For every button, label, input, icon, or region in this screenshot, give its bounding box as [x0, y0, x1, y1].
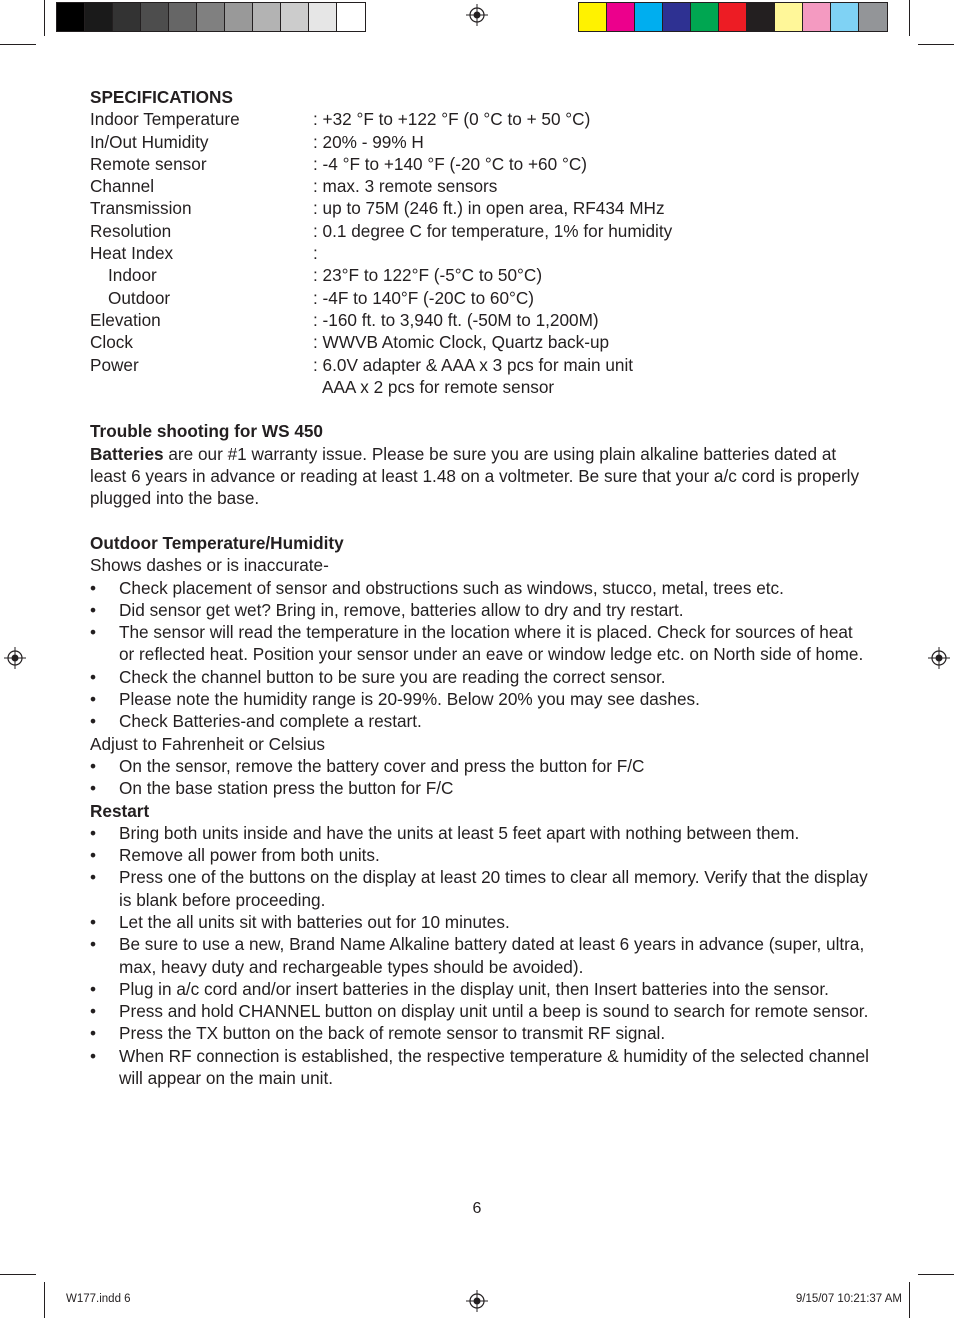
spec-row	[90, 108, 870, 130]
gray-swatch	[337, 3, 365, 31]
spec-row	[90, 287, 870, 309]
page-number: 6	[472, 1200, 482, 1217]
batteries-paragraph	[90, 443, 870, 510]
spec-label: Power	[90, 354, 139, 375]
color-swatch	[831, 3, 859, 31]
spec-value: : +32 °F to +122 °F (0 °C to + 50 °C)	[313, 109, 591, 130]
color-swatch	[719, 3, 747, 31]
color-swatch	[635, 3, 663, 31]
spec-row	[90, 197, 870, 219]
list-item: • Check the channel button to be sure you are reading the correct sensor.	[90, 666, 870, 688]
color-swatch	[607, 3, 635, 31]
gray-swatch	[57, 3, 85, 31]
crop-mark	[918, 44, 954, 45]
grayscale-color-bar	[56, 2, 366, 32]
gray-swatch	[253, 3, 281, 31]
color-swatch	[579, 3, 607, 31]
crop-mark	[44, 1282, 45, 1318]
spec-label: Resolution	[90, 220, 172, 241]
registration-mark-icon	[4, 647, 26, 669]
spec-label: Indoor	[108, 265, 157, 286]
specifications-heading: SPECIFICATIONS	[90, 87, 233, 107]
adjust-bullet-list	[90, 755, 870, 800]
spec-row	[90, 242, 870, 264]
registration-mark-icon	[466, 1290, 488, 1312]
list-item: • Press and hold CHANNEL button on display unit until a beep is sound to search for remote sensor.	[90, 1000, 870, 1022]
list-item: • Let the all units sit with batteries out for 10 minutes.	[90, 911, 870, 933]
troubleshooting-heading: Trouble shooting for WS 450	[90, 421, 323, 442]
process-color-bar	[578, 2, 888, 32]
spec-label: Outdoor	[108, 287, 171, 308]
gray-swatch	[197, 3, 225, 31]
spec-label: Indoor Temperature	[90, 109, 240, 130]
spec-row	[90, 331, 870, 353]
list-item: • Press the TX button on the back of remote sensor to transmit RF signal.	[90, 1022, 870, 1044]
restart-bullet-list	[90, 822, 870, 1090]
adjust-heading: Adjust to Fahrenheit or Celsius	[90, 733, 326, 754]
power-continuation: AAA x 2 pcs for remote sensor	[322, 376, 555, 397]
spec-row	[90, 131, 870, 153]
list-item: • On the sensor, remove the battery cover and press the button for F/C	[90, 755, 870, 777]
spec-row	[90, 153, 870, 175]
list-item: • Bring both units inside and have the units at least 5 feet apart with nothing between them.	[90, 822, 870, 844]
spec-label: Heat Index	[90, 243, 174, 264]
spec-label: Channel	[90, 176, 155, 197]
list-item: • Remove all power from both units.	[90, 844, 870, 866]
outdoor-bullet-list	[90, 577, 870, 733]
registration-mark-icon	[466, 4, 488, 26]
spec-value: : 6.0V adapter & AAA x 3 pcs for main unit	[313, 354, 634, 375]
spec-label: Elevation	[90, 309, 161, 330]
gray-swatch	[309, 3, 337, 31]
slug-timestamp: 9/15/07 10:21:37 AM	[795, 1293, 902, 1305]
spec-value: : WWVB Atomic Clock, Quartz back-up	[313, 332, 610, 353]
spec-value: : 0.1 degree C for temperature, 1% for humidity	[313, 220, 673, 241]
slug-filename: W177.indd 6	[66, 1293, 131, 1305]
list-item: • Did sensor get wet? Bring in, remove, batteries allow to dry and try restart.	[90, 599, 870, 621]
crop-mark	[918, 1274, 954, 1275]
crop-mark	[909, 1282, 910, 1318]
crop-mark	[0, 44, 36, 45]
spec-label: Clock	[90, 332, 133, 353]
spec-label: Transmission	[90, 198, 192, 219]
restart-heading: Restart	[90, 800, 150, 821]
batteries-bold: Batteries	[90, 443, 164, 464]
batteries-text: are our #1 warranty issue. Please be sure you are using plain alkaline batteries dated at least 6 years in advance or reading at least 1.48 on a voltmeter. Be sure that your a/c cord is properly plugged into the base.	[90, 443, 860, 509]
list-item: • Check Batteries-and complete a restart.	[90, 710, 870, 732]
specifications-table	[90, 108, 870, 376]
gray-swatch	[141, 3, 169, 31]
spec-value: :	[313, 243, 318, 264]
color-swatch	[775, 3, 803, 31]
spec-value: : -4F to 140°F (-20C to 60°C)	[313, 287, 535, 308]
outdoor-intro: Shows dashes or is inaccurate-	[90, 555, 329, 576]
color-swatch	[803, 3, 831, 31]
page-content	[90, 86, 870, 1089]
list-item: • Plug in a/c cord and/or insert batteries in the display unit, then Insert batteries into the sensor.	[90, 978, 870, 1000]
spec-value: : up to 75M (246 ft.) in open area, RF434 MHz	[313, 198, 665, 219]
list-item: • On the base station press the button for F/C	[90, 777, 870, 799]
spec-value: : 23°F to 122°F (-5°C to 50°C)	[313, 265, 543, 286]
gray-swatch	[281, 3, 309, 31]
gray-swatch	[85, 3, 113, 31]
spec-value: : -4 °F to +140 °F (-20 °C to +60 °C)	[313, 153, 587, 174]
spec-label: Remote sensor	[90, 153, 207, 174]
gray-swatch	[113, 3, 141, 31]
crop-mark	[909, 0, 910, 36]
list-item: • Press one of the buttons on the display at least 20 times to clear all memory. Verify that the display is blank before proceeding.	[90, 866, 870, 911]
spec-label: In/Out Humidity	[90, 131, 209, 152]
color-swatch	[747, 3, 775, 31]
list-item: • Be sure to use a new, Brand Name Alkaline battery dated at least 6 years in advance (super, ultra, max, heavy duty and rechargeable types should be avoided).	[90, 933, 870, 978]
color-swatch	[663, 3, 691, 31]
crop-mark	[44, 0, 45, 36]
spec-value: : max. 3 remote sensors	[313, 176, 498, 197]
spec-value: : 20% - 99% H	[313, 131, 424, 152]
crop-mark	[0, 1274, 36, 1275]
outdoor-heading: Outdoor Temperature/Humidity	[90, 532, 344, 553]
spec-row	[90, 264, 870, 286]
spec-value: : -160 ft. to 3,940 ft. (-50M to 1,200M)	[313, 309, 599, 330]
spec-row	[90, 309, 870, 331]
registration-mark-icon	[928, 647, 950, 669]
spec-row	[90, 220, 870, 242]
gray-swatch	[225, 3, 253, 31]
spec-row	[90, 354, 870, 376]
list-item: • When RF connection is established, the respective temperature & humidity of the selected channel will appear on the main unit.	[90, 1045, 870, 1090]
list-item: • Please note the humidity range is 20-99%. Below 20% you may see dashes.	[90, 688, 870, 710]
spec-row	[90, 175, 870, 197]
color-swatch	[691, 3, 719, 31]
gray-swatch	[169, 3, 197, 31]
color-swatch	[859, 3, 887, 31]
list-item: • The sensor will read the temperature in the location where it is placed. Check for sources of heat or reflected heat. Position your sensor under an eave or window ledge etc. on North side of home.	[90, 621, 870, 666]
list-item: • Check placement of sensor and obstructions such as windows, stucco, metal, trees etc.	[90, 577, 870, 599]
